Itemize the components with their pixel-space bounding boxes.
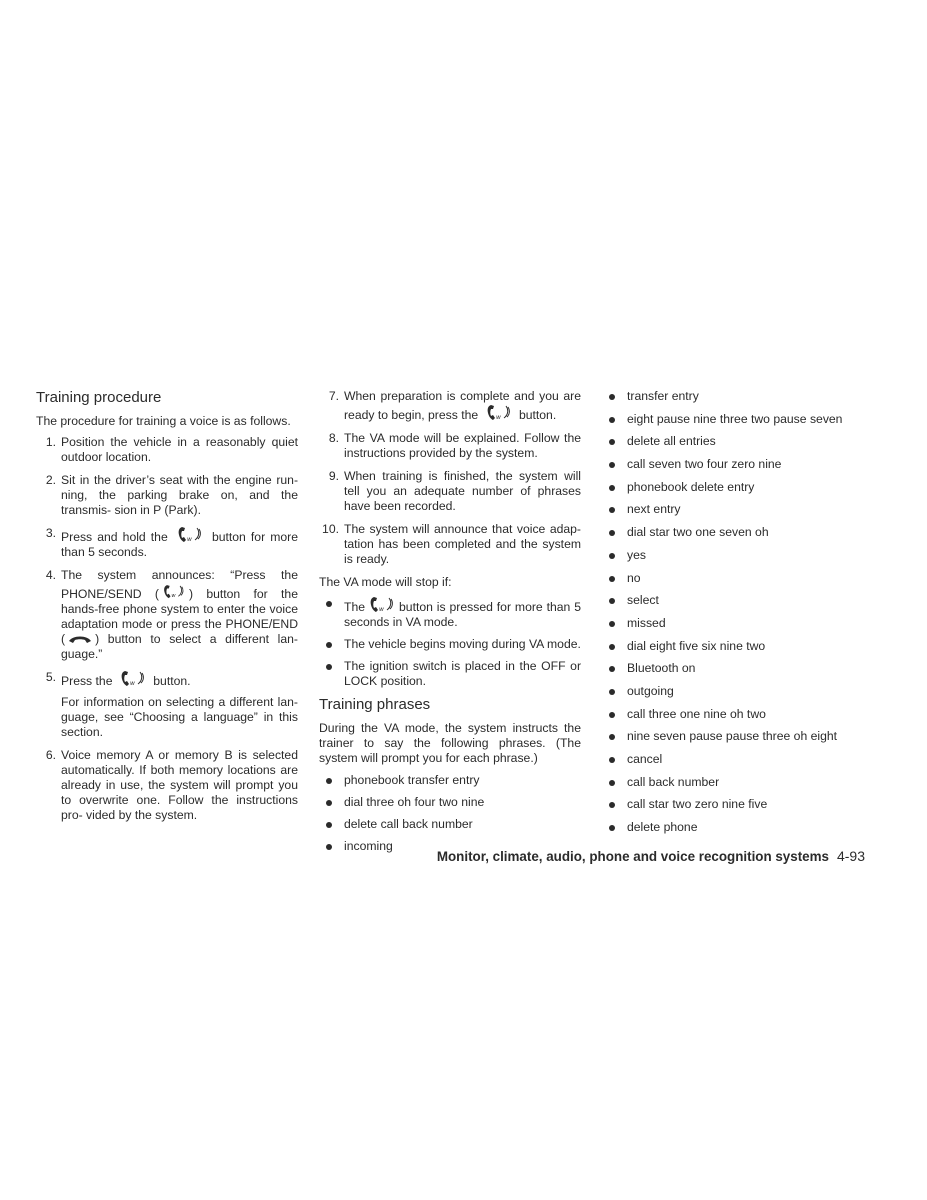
step-text-after-icon: button.: [153, 674, 191, 688]
phrase-item: [319, 795, 581, 810]
step-number: 9.: [328, 469, 339, 483]
phrase-item: [608, 616, 870, 631]
step-4: [36, 568, 298, 662]
step-2: [36, 473, 298, 518]
phrases-intro: During the VA mode, the system instructs the trainer to say the following phrases. (The system will prompt you for each phrase.): [319, 721, 581, 765]
phrase-item: [608, 480, 870, 495]
bullet-dot: [609, 576, 615, 582]
step-number: 5.: [45, 670, 56, 684]
middle-column: [319, 389, 581, 861]
bullet-dot: [609, 757, 615, 763]
section-heading-training-phrases: Training phrases: [319, 696, 431, 713]
step-text-before-icon: Press the: [61, 674, 113, 688]
bullet-text-before-icon: The: [344, 600, 366, 614]
step-5-note: For information on selecting a different lan- guage, see “Choosing a language” in this section.: [61, 695, 298, 739]
phrase-item: [608, 525, 870, 540]
svg-text:w: w: [495, 414, 501, 421]
step-text-before-icon: Press and hold the: [61, 530, 168, 544]
stop-condition-1: [319, 596, 581, 630]
bullet-dot: [609, 530, 615, 536]
bullet-dot: [609, 553, 615, 559]
step-text-after-icon: ) button to select a different lan- guage.”: [61, 632, 298, 661]
phrase-item: [608, 571, 870, 586]
step-text: The VA mode will be explained. Follow the instructions provided by the system.: [344, 431, 581, 460]
page-number: 4-93: [836, 848, 865, 864]
phrase-item: [608, 593, 870, 608]
bullet-dot: [609, 485, 615, 491]
step-1: [36, 435, 298, 465]
bullet-dot: [326, 800, 332, 806]
phone-send-talk-icon: [484, 404, 514, 422]
bullet-dot: [326, 778, 332, 784]
bullet-text: The vehicle begins moving during VA mode.: [344, 637, 581, 651]
step-text-before-icon: The system announces: “Press the PHONE/SEND (: [61, 568, 298, 601]
step-10: [319, 522, 581, 567]
phrase-text: yes: [627, 547, 646, 562]
bullet-dot: [609, 598, 615, 604]
phrase-text: outgoing: [627, 683, 674, 698]
step-number: 6.: [45, 748, 56, 762]
bullet-dot: [609, 825, 615, 831]
phrase-item: [608, 389, 870, 404]
phrase-text: delete call back number: [344, 817, 473, 831]
phrase-text: phonebook transfer entry: [344, 773, 480, 787]
section-heading-training-procedure: Training procedure: [36, 389, 162, 406]
phrase-item: [608, 797, 870, 812]
stop-condition-2: [319, 637, 581, 652]
bullet-dot: [609, 507, 615, 513]
left-column: [36, 389, 298, 831]
phone-send-talk-icon: [175, 526, 205, 544]
step-text: Voice memory A or memory B is selected automatically. If both memory locations are already in use, the system will prompt you to overwrite one. Follow the instructions pro- vided by the system.: [61, 748, 298, 822]
phrase-item: [608, 707, 870, 722]
step-8: [319, 431, 581, 461]
phrase-item: [608, 775, 870, 790]
phrase-item: [319, 817, 581, 832]
stop-condition-3: [319, 659, 581, 689]
page-footer: [437, 848, 865, 865]
svg-text:w: w: [186, 536, 192, 543]
bullet-dot: [609, 712, 615, 718]
step-6: [36, 748, 298, 823]
bullet-dot: [326, 601, 332, 607]
bullet-dot: [609, 780, 615, 786]
phrase-item: [608, 752, 870, 767]
step-number: 4.: [45, 568, 56, 582]
bullet-dot: [326, 844, 332, 850]
phrase-item: [608, 684, 870, 699]
phrase-text: nine seven pause pause three oh eight: [627, 729, 838, 744]
step-number: 2.: [45, 473, 56, 487]
phrase-text: eight pause nine three two pause seven: [627, 411, 843, 426]
phrase-item: [319, 773, 581, 788]
step-text: When training is finished, the system will tell you an adequate number of phrases have been recorded.: [344, 469, 581, 513]
phone-send-talk-icon: [367, 596, 397, 614]
phrase-text: select: [627, 593, 659, 608]
step-text: Sit in the driver’s seat with the engine run- ning, the parking brake on, and the transmis- sion in P (Park).: [61, 473, 298, 517]
phrase-text: missed: [627, 615, 666, 630]
phrase-text: phonebook delete entry: [627, 479, 755, 494]
phrase-text: transfer entry: [627, 389, 699, 403]
phrase-text: call back number: [627, 774, 720, 789]
svg-text:w: w: [379, 606, 384, 613]
step-number: 7.: [328, 389, 339, 403]
bullet-text: The ignition switch is placed in the OFF or LOCK position.: [344, 659, 581, 688]
bullet-dot: [609, 734, 615, 740]
bullet-dot: [609, 666, 615, 672]
phone-send-talk-icon: [161, 583, 187, 601]
phrase-text: dial three oh four two nine: [344, 795, 485, 809]
phrase-text: cancel: [627, 752, 663, 766]
step-5: [36, 670, 298, 689]
phrase-text: delete all entries: [627, 434, 716, 449]
bullet-dot: [326, 664, 332, 670]
step-text: The system will announce that voice adap- tation has been completed and the system is ready.: [344, 522, 581, 566]
phrase-text: no: [627, 570, 641, 585]
bullet-dot: [609, 802, 615, 808]
phrase-item: [608, 502, 870, 517]
phrase-text: incoming: [344, 839, 393, 853]
svg-text:w: w: [171, 593, 176, 600]
phrase-text: call seven two four zero nine: [627, 457, 782, 472]
phrase-item: [608, 434, 870, 449]
step-text: Position the vehicle in a reasonably quiet outdoor location.: [61, 435, 298, 464]
phrase-text: Bluetooth on: [627, 661, 696, 676]
step-text-middle: ) button for the hands-free phone system to enter the voice adaptation mode or press the PHONE/END (: [61, 587, 298, 646]
bullet-dot: [326, 822, 332, 828]
phrase-text: call three one nine oh two: [627, 706, 766, 721]
phrase-text: dial star two one seven oh: [627, 525, 769, 540]
bullet-dot: [609, 394, 615, 400]
phone-send-talk-icon: [118, 670, 148, 688]
step-text-after-icon: button.: [518, 408, 557, 422]
bullet-dot: [609, 462, 615, 468]
footer-section-title: Monitor, climate, audio, phone and voice recognition systems: [436, 849, 829, 864]
step-text-before-icon: When preparation is complete and you are ready to begin, press the: [344, 389, 581, 422]
step-number: 8.: [328, 431, 339, 445]
step-number: 3.: [45, 526, 56, 540]
step-9: [319, 469, 581, 514]
phone-end-icon: [67, 632, 93, 646]
phrase-text: delete phone: [627, 820, 698, 835]
phrase-item: [608, 548, 870, 563]
bullet-text-after-icon: button is pressed for more than 5 seconds in VA mode.: [344, 600, 581, 629]
bullet-dot: [609, 439, 615, 445]
bullet-dot: [609, 644, 615, 650]
phrase-item: [608, 457, 870, 472]
svg-text:w: w: [129, 680, 135, 687]
intro-paragraph: The procedure for training a voice is as follows.: [36, 414, 291, 428]
bullet-dot: [609, 417, 615, 423]
phrase-item: [608, 639, 870, 654]
phrase-text: dial eight five six nine two: [627, 638, 766, 653]
bullet-dot: [326, 642, 332, 648]
step-text-after-icon: button for more than 5 seconds.: [61, 530, 298, 559]
phrase-text: next entry: [627, 502, 681, 517]
phrase-item: [608, 820, 870, 835]
step-number: 1.: [45, 435, 56, 449]
phrase-item: [608, 412, 870, 427]
bullet-dot: [609, 689, 615, 695]
step-number: 10.: [322, 522, 339, 536]
stop-conditions-intro: The VA mode will stop if:: [319, 575, 452, 589]
bullet-dot: [609, 621, 615, 627]
step-7: [319, 389, 581, 423]
step-3: [36, 526, 298, 560]
phrase-item: [608, 729, 870, 744]
right-column: [608, 389, 870, 843]
phrase-text: call star two zero nine five: [627, 797, 768, 812]
phrase-item: [608, 661, 870, 676]
